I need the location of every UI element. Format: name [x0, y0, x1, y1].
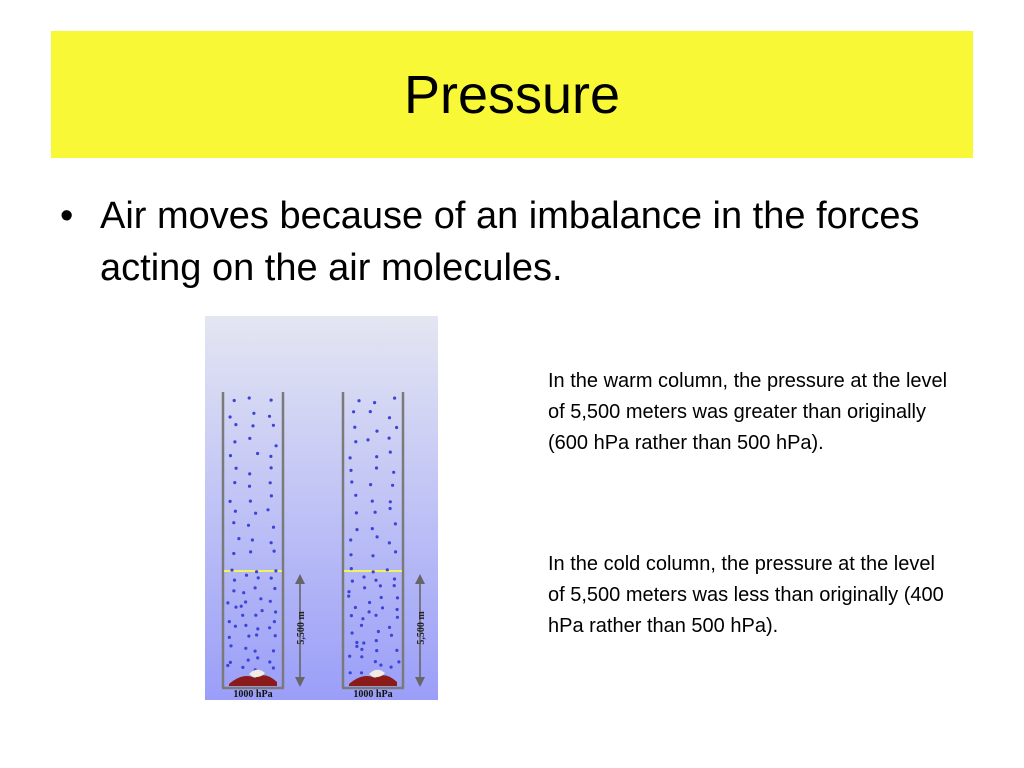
- molecule-dot: [259, 597, 262, 600]
- molecule-dot: [353, 426, 356, 429]
- molecule-dot: [393, 577, 396, 580]
- molecule-dot: [349, 469, 352, 472]
- molecule-dot: [357, 399, 360, 402]
- air-column-diagram: [205, 316, 438, 700]
- molecule-dot: [375, 466, 378, 469]
- molecule-dot: [226, 601, 229, 604]
- molecule-dot: [354, 606, 357, 609]
- molecule-dot: [389, 451, 392, 454]
- molecule-dot: [375, 639, 378, 642]
- molecule-dot: [396, 608, 399, 611]
- molecule-dot: [395, 426, 398, 429]
- molecule-dot: [352, 410, 355, 413]
- molecule-dot: [270, 541, 273, 544]
- molecule-dot: [269, 600, 272, 603]
- molecule-dot: [232, 521, 235, 524]
- molecule-dot: [226, 664, 229, 667]
- bullet-dot-icon: •: [60, 195, 74, 237]
- molecule-dot: [252, 412, 255, 415]
- molecule-dot: [371, 527, 374, 530]
- molecule-dot: [374, 579, 377, 582]
- bullet-item: [58, 190, 978, 294]
- molecule-dot: [242, 591, 245, 594]
- molecule-dot: [232, 552, 235, 555]
- molecule-dot: [241, 614, 244, 617]
- molecule-dot: [269, 455, 272, 458]
- molecule-dot: [272, 666, 275, 669]
- molecule-dot: [268, 415, 271, 418]
- molecule-dot: [233, 579, 236, 582]
- molecule-dot: [272, 424, 275, 427]
- base-pressure-label: 1000 hPa: [233, 689, 273, 700]
- molecule-dot: [244, 600, 247, 603]
- molecule-dot: [360, 624, 363, 627]
- molecule-dot: [355, 645, 358, 648]
- molecule-dot: [228, 636, 231, 639]
- molecule-dot: [268, 626, 271, 629]
- molecule-dot: [272, 649, 275, 652]
- molecule-dot: [248, 472, 251, 475]
- molecule-dot: [251, 538, 254, 541]
- molecule-dot: [349, 538, 352, 541]
- molecule-dot: [229, 500, 232, 503]
- molecule-dot: [374, 614, 377, 617]
- molecule-dot: [237, 537, 240, 540]
- bullet-text: Air moves because of an imbalance in the forces acting on the air molecules.: [100, 195, 920, 289]
- molecule-dot: [254, 650, 257, 653]
- molecule-dot: [355, 528, 358, 531]
- molecule-dot: [249, 500, 252, 503]
- molecule-dot: [372, 570, 375, 573]
- molecule-dot: [349, 671, 352, 674]
- molecule-dot: [373, 401, 376, 404]
- molecule-dot: [350, 480, 353, 483]
- cold-column-caption: In the cold column, the pressure at the level of 5,500 meters was less than originally (400 hPa rather than 500 hPa).: [548, 553, 944, 637]
- height-label: 5,500 m: [296, 611, 307, 645]
- molecule-dot: [351, 631, 354, 634]
- molecule-dot: [273, 550, 276, 553]
- molecule-dot: [397, 660, 400, 663]
- molecule-dot: [254, 614, 257, 617]
- molecule-dot: [366, 438, 369, 441]
- molecule-dot: [229, 644, 232, 647]
- molecule-dot: [254, 586, 257, 589]
- molecule-dot: [273, 620, 276, 623]
- molecule-dot: [374, 660, 377, 663]
- molecule-dot: [393, 397, 396, 400]
- molecule-dot: [395, 649, 398, 652]
- molecule-dot: [270, 494, 273, 497]
- molecule-dot: [389, 507, 392, 510]
- molecule-dot: [232, 589, 235, 592]
- molecule-dot: [248, 437, 251, 440]
- molecule-dot: [254, 512, 257, 515]
- molecule-dot: [351, 580, 354, 583]
- molecule-dot: [233, 399, 236, 402]
- molecule-dot: [347, 590, 350, 593]
- molecule-dot: [266, 508, 269, 511]
- molecule-dot: [244, 624, 247, 627]
- molecule-dot: [256, 656, 259, 659]
- molecule-dot: [270, 399, 273, 402]
- molecule-dot: [349, 553, 352, 556]
- molecule-dot: [355, 641, 358, 644]
- molecule-dot: [388, 416, 391, 419]
- molecule-dot: [374, 511, 377, 514]
- molecule-dot: [261, 609, 264, 612]
- molecule-dot: [368, 610, 371, 613]
- molecule-dot: [354, 440, 357, 443]
- molecule-dot: [247, 524, 250, 527]
- molecule-dot: [379, 584, 382, 587]
- molecule-dot: [230, 569, 233, 572]
- molecule-dot: [391, 484, 394, 487]
- molecule-dot: [388, 541, 391, 544]
- molecule-dot: [394, 522, 397, 525]
- molecule-dot: [379, 664, 382, 667]
- molecule-dot: [393, 584, 396, 587]
- molecule-dot: [241, 666, 244, 669]
- molecule-dot: [361, 617, 364, 620]
- molecule-dot: [350, 567, 353, 570]
- molecule-dot: [233, 440, 236, 443]
- molecule-dot: [234, 625, 237, 628]
- molecule-dot: [247, 635, 250, 638]
- warm-column-caption: In the warm column, the pressure at the level of 5,500 meters was greater than originally (600 hPa rather than 500 hPa).: [548, 370, 948, 454]
- molecule-dot: [396, 616, 399, 619]
- molecule-dot: [394, 550, 397, 553]
- bullet-list: [58, 190, 978, 294]
- height-label: 5,500 m: [416, 611, 427, 645]
- molecule-dot: [248, 396, 251, 399]
- molecule-dot: [355, 511, 358, 514]
- molecule-dot: [360, 648, 363, 651]
- molecule-dot: [376, 535, 379, 538]
- molecule-dot: [362, 641, 365, 644]
- molecule-dot: [390, 666, 393, 669]
- molecule-dot: [256, 452, 259, 455]
- molecule-dot: [363, 586, 366, 589]
- slide-title: Pressure: [403, 64, 621, 125]
- molecule-dot: [371, 500, 374, 503]
- molecule-dot: [240, 605, 243, 608]
- molecule-dot: [368, 601, 371, 604]
- molecule-dot: [273, 587, 276, 590]
- molecule-dot: [369, 410, 372, 413]
- molecule-dot: [229, 415, 232, 418]
- molecule-dot: [274, 634, 277, 637]
- molecule-dot: [389, 500, 392, 503]
- molecule-dot: [244, 647, 247, 650]
- molecule-dot: [274, 569, 277, 572]
- molecule-dot: [392, 471, 395, 474]
- molecule-dot: [247, 659, 250, 662]
- molecule-dot: [377, 630, 380, 633]
- molecule-dot: [255, 633, 258, 636]
- molecule-dot: [369, 483, 372, 486]
- molecule-dot: [235, 467, 238, 470]
- molecule-dot: [350, 614, 353, 617]
- molecule-dot: [360, 655, 363, 658]
- molecule-dot: [275, 444, 278, 447]
- molecule-dot: [347, 595, 350, 598]
- molecule-dot: [274, 610, 277, 613]
- molecule-dot: [381, 606, 384, 609]
- molecule-dot: [248, 485, 251, 488]
- molecule-dot: [229, 661, 232, 664]
- molecule-dot: [375, 649, 378, 652]
- molecule-dot: [371, 554, 374, 557]
- molecule-dot: [256, 627, 259, 630]
- molecule-dot: [245, 574, 248, 577]
- molecule-dot: [375, 430, 378, 433]
- molecule-dot: [348, 655, 351, 658]
- molecule-dot: [388, 626, 391, 629]
- molecule-dot: [233, 481, 236, 484]
- base-pressure-label: 1000 hPa: [353, 689, 393, 700]
- molecule-dot: [268, 660, 271, 663]
- molecule-dot: [375, 455, 378, 458]
- molecule-dot: [234, 510, 237, 513]
- molecule-dot: [234, 423, 237, 426]
- molecule-dot: [362, 575, 365, 578]
- molecule-dot: [388, 437, 391, 440]
- molecule-dot: [354, 494, 357, 497]
- molecule-dot: [270, 577, 273, 580]
- molecule-dot: [228, 620, 231, 623]
- molecule-dot: [396, 596, 399, 599]
- molecule-dot: [349, 456, 352, 459]
- molecule-dot: [257, 576, 260, 579]
- molecule-dot: [249, 550, 252, 553]
- molecule-dot: [272, 526, 275, 529]
- molecule-dot: [269, 481, 272, 484]
- molecule-dot: [380, 596, 383, 599]
- molecule-dot: [360, 671, 363, 674]
- molecule-dot: [255, 570, 258, 573]
- molecule-dot: [270, 466, 273, 469]
- molecule-dot: [390, 634, 393, 637]
- molecule-dot: [251, 424, 254, 427]
- molecule-dot: [234, 606, 237, 609]
- molecule-dot: [386, 568, 389, 571]
- molecule-dot: [229, 454, 232, 457]
- title-bar: [51, 31, 973, 158]
